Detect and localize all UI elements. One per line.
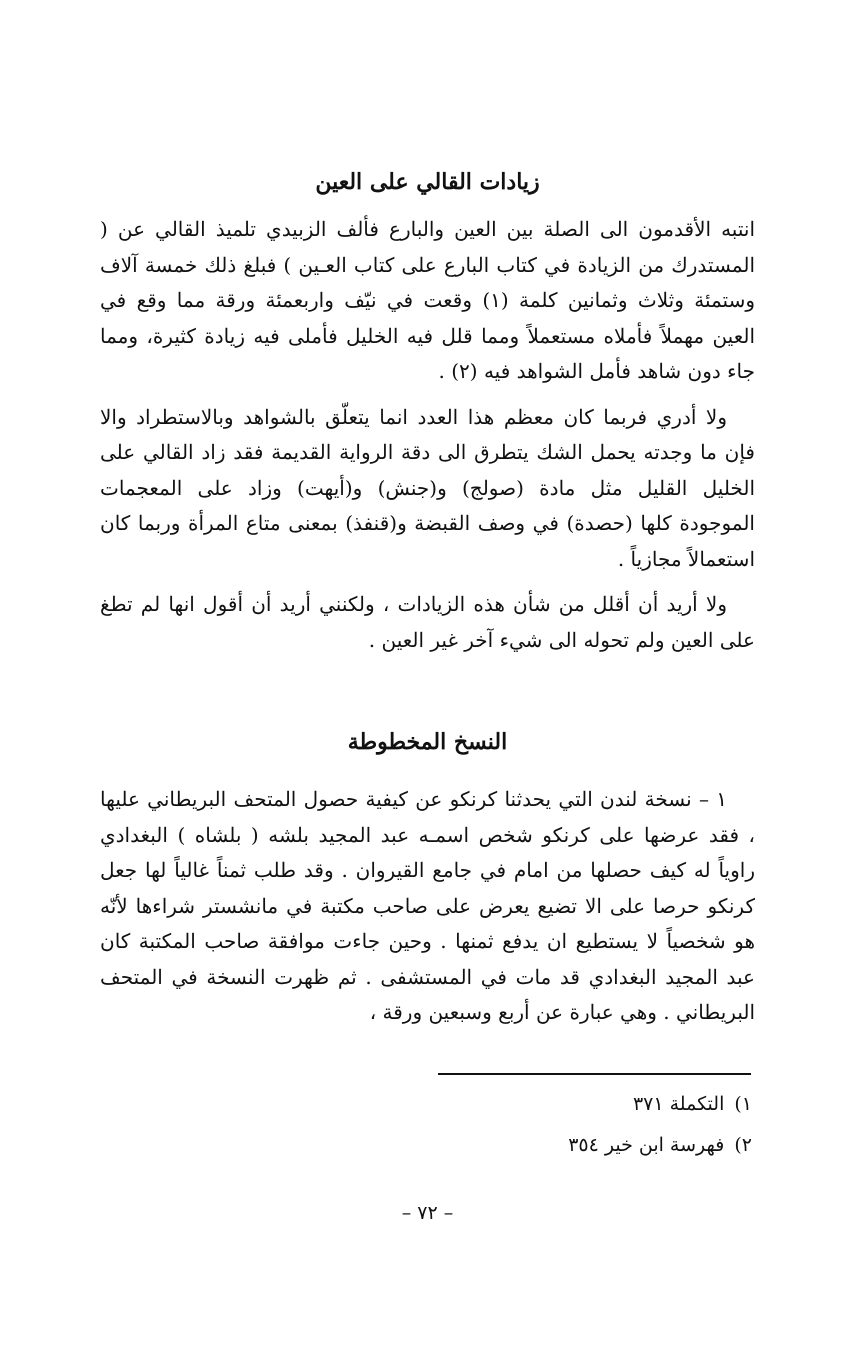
paragraph: ١ – نسخة لندن التي يحدثنا كرنكو عن كيفية حصول المتحف البريطاني عليها ، فقد عرضها على كرنكو شخص اسمـه عبد المجيد بلشه ( بلشاه ) البغدادي راوياً له كيف حصلها من امام في جامع القيروان . وقد طلب ثمناً غالياً لها جعل كرنكو حرصا على الا تضيع يعرض على صاحب مكتبة في مانشستر شراءها لأنّه هو شخصياً لا يستطيع ان يدفع ثمنها . وحين جاءت موافقة صاحب المكتبة كان عبد المجيد البغدادي قد مات في المستشفى . ثم ظهرت النسخة في المتحف البريطاني . وهي عبارة عن أربع وسبعين ورقة ، <box>100 787 755 1024</box>
section-title-manuscripts: النسخ المخطوطة <box>347 729 508 755</box>
footnote-number: ٢) <box>734 1134 752 1156</box>
section-body-additions <box>100 212 755 658</box>
footnotes <box>432 1084 752 1166</box>
section-title-additions: زيادات القالي على العين <box>315 169 540 195</box>
page-number: – ٧٢ – <box>401 1202 454 1224</box>
section-body-manuscripts <box>100 782 755 1031</box>
footnote <box>432 1084 752 1125</box>
paragraph: ولا أدري فربما كان معظم هذا العدد انما يتعلّق بالشواهد وبالاستطراد والا فإن ما وجدته يحمل الشك يتطرق الى دقة الرواية القديمة فقد زاد القالي على الخليل القليل مثل مادة (صولج) و(جنش) و(أيهت) وزاد على المعجمات الموجودة كلها (حصدة) في وصف القبضة و(قنفذ) بمعنى متاع المرأة وربما كان استعمالاً مجازياً . <box>100 404 755 571</box>
footnote-number: ١) <box>734 1093 752 1115</box>
footnote <box>432 1125 752 1166</box>
footnote-divider <box>438 1073 751 1075</box>
paragraph: انتبه الأقدمون الى الصلة بين العين والبارع فألف الزبيدي تلميذ القالي عن ( المستدرك من الزيادة في كتاب البارع على كتاب العـين ) فبلغ ذلك خمسة آلاف وستمئة وثلاث وثمانين كلمة (١) وقعت في نيّف واربعمئة ورقة مما وقع في العين مهملاً فأملاه مستعملاً ومما قلل فيه الخليل فأملى فيه زيادة كثيرة، ومما جاء دون شاهد فأمل الشواهد فيه (٢) . <box>100 217 755 383</box>
footnote-text: فهرسة ابن خير ٣٥٤ <box>568 1134 725 1156</box>
paragraph: ولا أريد أن أقلل من شأن هذه الزيادات ، ولكنني أريد أن أقول انها لم تطغ على العين ولم تحوله الى شيء آخر غير العين . <box>100 592 755 652</box>
footnote-text: التكملة ٣٧١ <box>632 1093 725 1115</box>
